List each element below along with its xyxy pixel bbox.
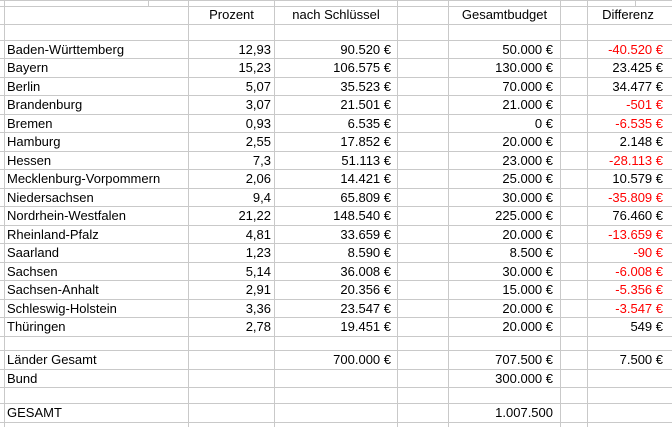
gridline-vertical: [560, 0, 561, 427]
prozent-cell[interactable]: 2,78: [245, 319, 271, 334]
gridline-horizontal: [0, 336, 672, 337]
gesamtbudget-cell[interactable]: 8.500 €: [509, 245, 553, 260]
table-row: [0, 243, 672, 262]
nach-schluessel-cell[interactable]: 19.451 €: [340, 319, 391, 334]
differenz-cell[interactable]: -501 €: [626, 97, 663, 112]
gesamtbudget-cell[interactable]: 707.500 €: [495, 352, 553, 367]
differenz-cell[interactable]: 34.477 €: [612, 78, 663, 94]
total-row: [0, 369, 672, 388]
gesamtbudget-cell[interactable]: 20.000 €: [502, 134, 553, 149]
nach-schluessel-cell[interactable]: 35.523 €: [340, 78, 391, 94]
differenz-cell[interactable]: -28.113 €: [609, 152, 663, 168]
prozent-cell[interactable]: 1,23: [245, 245, 271, 260]
nach-schluessel-cell[interactable]: 14.421 €: [340, 171, 391, 186]
prozent-cell[interactable]: 21,22: [238, 208, 271, 223]
table-row: [0, 262, 672, 281]
table-row: [0, 77, 672, 96]
table-row: [0, 151, 672, 170]
state-name-cell[interactable]: Bayern: [7, 60, 49, 75]
gesamtbudget-cell[interactable]: 15.000 €: [502, 282, 553, 297]
gridline-vertical: [4, 0, 5, 427]
gridline-horizontal: [0, 225, 672, 226]
nach-schluessel-cell[interactable]: 90.520 €: [340, 41, 391, 57]
prozent-cell[interactable]: 0,93: [245, 115, 271, 131]
column-header-differenz[interactable]: Differenz: [602, 7, 654, 22]
differenz-cell[interactable]: -3.547 €: [615, 300, 663, 316]
prozent-cell[interactable]: 2,55: [245, 134, 271, 149]
state-name-cell[interactable]: Bund: [7, 370, 38, 386]
gridline-horizontal: [0, 77, 672, 78]
differenz-cell[interactable]: 23.425 €: [612, 60, 663, 75]
gridline-horizontal: [0, 151, 672, 152]
differenz-cell[interactable]: -6.008 €: [615, 263, 663, 279]
total-row: [0, 350, 672, 369]
differenz-cell[interactable]: [589, 403, 663, 422]
nach-schluessel-cell[interactable]: 106.575 €: [333, 60, 391, 75]
gesamtbudget-cell[interactable]: 20.000 €: [502, 319, 553, 334]
gridline-horizontal: [0, 6, 672, 7]
table-row: [0, 40, 672, 59]
prozent-cell[interactable]: [190, 350, 271, 369]
table-row: [0, 280, 672, 299]
gridline-horizontal: [0, 317, 672, 318]
gridline-horizontal: [0, 206, 672, 207]
table-row: [0, 169, 672, 188]
table-row: [0, 188, 672, 207]
state-name-cell[interactable]: Mecklenburg-Vorpommern: [7, 171, 161, 186]
gridline-horizontal: [0, 169, 672, 170]
gesamtbudget-cell[interactable]: 20.000 €: [502, 300, 553, 316]
differenz-cell[interactable]: 2.148 €: [619, 134, 663, 149]
gesamtbudget-cell[interactable]: 1.007.500: [495, 405, 553, 420]
state-name-cell[interactable]: Hamburg: [7, 134, 61, 149]
column-header-nach-schluessel[interactable]: nach Schlüssel: [292, 7, 380, 22]
state-name-cell[interactable]: Nordrhein-Westfalen: [7, 208, 126, 223]
table-row: [0, 132, 672, 151]
gridline-horizontal: [0, 280, 672, 281]
nach-schluessel-cell[interactable]: 33.659 €: [340, 226, 391, 242]
prozent-cell[interactable]: 5,14: [245, 263, 271, 279]
differenz-cell[interactable]: [589, 369, 663, 388]
gesamtbudget-cell[interactable]: 21.000 €: [502, 97, 553, 112]
gesamtbudget-cell[interactable]: 225.000 €: [495, 208, 553, 223]
differenz-cell[interactable]: -40.520 €: [608, 41, 663, 57]
differenz-cell[interactable]: -6.535 €: [615, 115, 663, 131]
gesamtbudget-cell[interactable]: 50.000 €: [502, 41, 553, 57]
nach-schluessel-cell[interactable]: 700.000 €: [333, 352, 391, 367]
state-name-cell[interactable]: Länder Gesamt: [7, 352, 97, 367]
prozent-cell[interactable]: 2,91: [245, 282, 271, 297]
nach-schluessel-cell[interactable]: 8.590 €: [347, 245, 391, 260]
state-name-cell[interactable]: Berlin: [7, 78, 41, 94]
gridline-vertical: [274, 0, 275, 427]
table-row: [0, 206, 672, 225]
gridline-horizontal: [0, 24, 672, 25]
total-row: [0, 403, 672, 422]
state-name-cell[interactable]: Hessen: [7, 152, 52, 168]
state-name-cell[interactable]: Sachsen-Anhalt: [7, 282, 99, 297]
gridline-horizontal: [0, 299, 672, 300]
prozent-cell[interactable]: 9,4: [252, 189, 271, 205]
differenz-cell[interactable]: 549 €: [630, 319, 663, 334]
table-row: [0, 58, 672, 77]
gridline-horizontal: [0, 387, 672, 388]
gridline-vertical: [188, 0, 189, 427]
nach-schluessel-cell[interactable]: 36.008 €: [340, 263, 391, 279]
nach-schluessel-cell[interactable]: 148.540 €: [333, 208, 391, 223]
table-row: [0, 114, 672, 133]
state-name-cell[interactable]: GESAMT: [7, 405, 62, 420]
prozent-cell[interactable]: [190, 403, 271, 422]
gesamtbudget-cell[interactable]: 30.000 €: [502, 263, 553, 279]
differenz-cell[interactable]: -35.809 €: [608, 189, 663, 205]
gesamtbudget-cell[interactable]: 130.000 €: [495, 60, 553, 75]
prozent-cell[interactable]: 3,07: [245, 97, 271, 112]
gridline-vertical: [587, 0, 588, 427]
gridline-horizontal: [0, 262, 672, 263]
state-name-cell[interactable]: Saarland: [7, 245, 60, 260]
gesamtbudget-cell[interactable]: 70.000 €: [502, 78, 553, 94]
prozent-cell[interactable]: 5,07: [245, 78, 271, 94]
state-name-cell[interactable]: Niedersachsen: [7, 189, 94, 205]
gridline-vertical-sliver: [635, 0, 636, 6]
gridline-horizontal: [0, 243, 672, 244]
gridline-vertical: [448, 0, 449, 427]
state-name-cell[interactable]: Thüringen: [7, 319, 66, 334]
nach-schluessel-cell[interactable]: [276, 369, 391, 388]
differenz-cell[interactable]: 76.460 €: [612, 208, 663, 223]
prozent-cell[interactable]: 15,23: [238, 60, 271, 75]
state-name-cell[interactable]: Bremen: [7, 115, 53, 131]
state-name-cell[interactable]: Schleswig-Holstein: [7, 300, 117, 316]
gridline-horizontal: [0, 0, 672, 1]
nach-schluessel-cell[interactable]: [276, 403, 391, 422]
nach-schluessel-cell[interactable]: 65.809 €: [340, 189, 391, 205]
prozent-cell[interactable]: 2,06: [245, 171, 271, 186]
gridline-horizontal: [0, 350, 672, 351]
nach-schluessel-cell[interactable]: 51.113 €: [341, 152, 391, 168]
gridline-horizontal: [0, 132, 672, 133]
table-row: [0, 95, 672, 114]
gesamtbudget-cell[interactable]: 20.000 €: [502, 226, 553, 242]
table-row: [0, 317, 672, 336]
gesamtbudget-cell[interactable]: 25.000 €: [502, 171, 553, 186]
prozent-cell[interactable]: 4,81: [245, 226, 271, 242]
prozent-cell[interactable]: 3,36: [245, 300, 271, 316]
state-name-cell[interactable]: Rheinland-Pfalz: [7, 226, 99, 242]
gesamtbudget-cell[interactable]: 30.000 €: [502, 189, 553, 205]
prozent-cell[interactable]: 7,3: [252, 152, 271, 168]
differenz-cell[interactable]: -5.356 €: [615, 282, 663, 297]
gridline-horizontal: [0, 188, 672, 189]
differenz-cell[interactable]: -13.659 €: [608, 226, 663, 242]
state-name-cell[interactable]: Sachsen: [7, 263, 58, 279]
gridline-horizontal: [0, 95, 672, 96]
gesamtbudget-cell[interactable]: 23.000 €: [502, 152, 553, 168]
gridline-horizontal: [0, 369, 672, 370]
nach-schluessel-cell[interactable]: 17.852 €: [340, 134, 391, 149]
state-name-cell[interactable]: Brandenburg: [7, 97, 83, 112]
state-name-cell[interactable]: Baden-Württemberg: [7, 41, 125, 57]
nach-schluessel-cell[interactable]: 21.501 €: [340, 97, 391, 112]
differenz-cell[interactable]: 10.579 €: [612, 171, 663, 186]
prozent-cell[interactable]: [190, 369, 271, 388]
column-header-prozent[interactable]: Prozent: [209, 7, 254, 22]
gridline-horizontal: [0, 114, 672, 115]
nach-schluessel-cell[interactable]: 23.547 €: [340, 300, 391, 316]
prozent-cell[interactable]: 12,93: [238, 41, 271, 57]
nach-schluessel-cell[interactable]: 20.356 €: [340, 282, 391, 297]
column-header-gesamtbudget[interactable]: Gesamtbudget: [461, 7, 548, 22]
gridline-horizontal: [0, 403, 672, 404]
gesamtbudget-cell[interactable]: 0 €: [534, 115, 553, 131]
table-row: [0, 225, 672, 244]
differenz-cell[interactable]: 7.500 €: [619, 352, 663, 367]
gridline-horizontal: [0, 422, 672, 423]
gesamtbudget-cell[interactable]: 300.000 €: [495, 370, 553, 386]
table-row: [0, 299, 672, 318]
gridline-vertical: [397, 0, 398, 427]
gridline-vertical-sliver: [148, 0, 149, 6]
differenz-cell[interactable]: -90 €: [633, 245, 663, 260]
gridline-horizontal: [0, 40, 672, 41]
nach-schluessel-cell[interactable]: 6.535 €: [347, 115, 391, 131]
gridline-horizontal: [0, 58, 672, 59]
